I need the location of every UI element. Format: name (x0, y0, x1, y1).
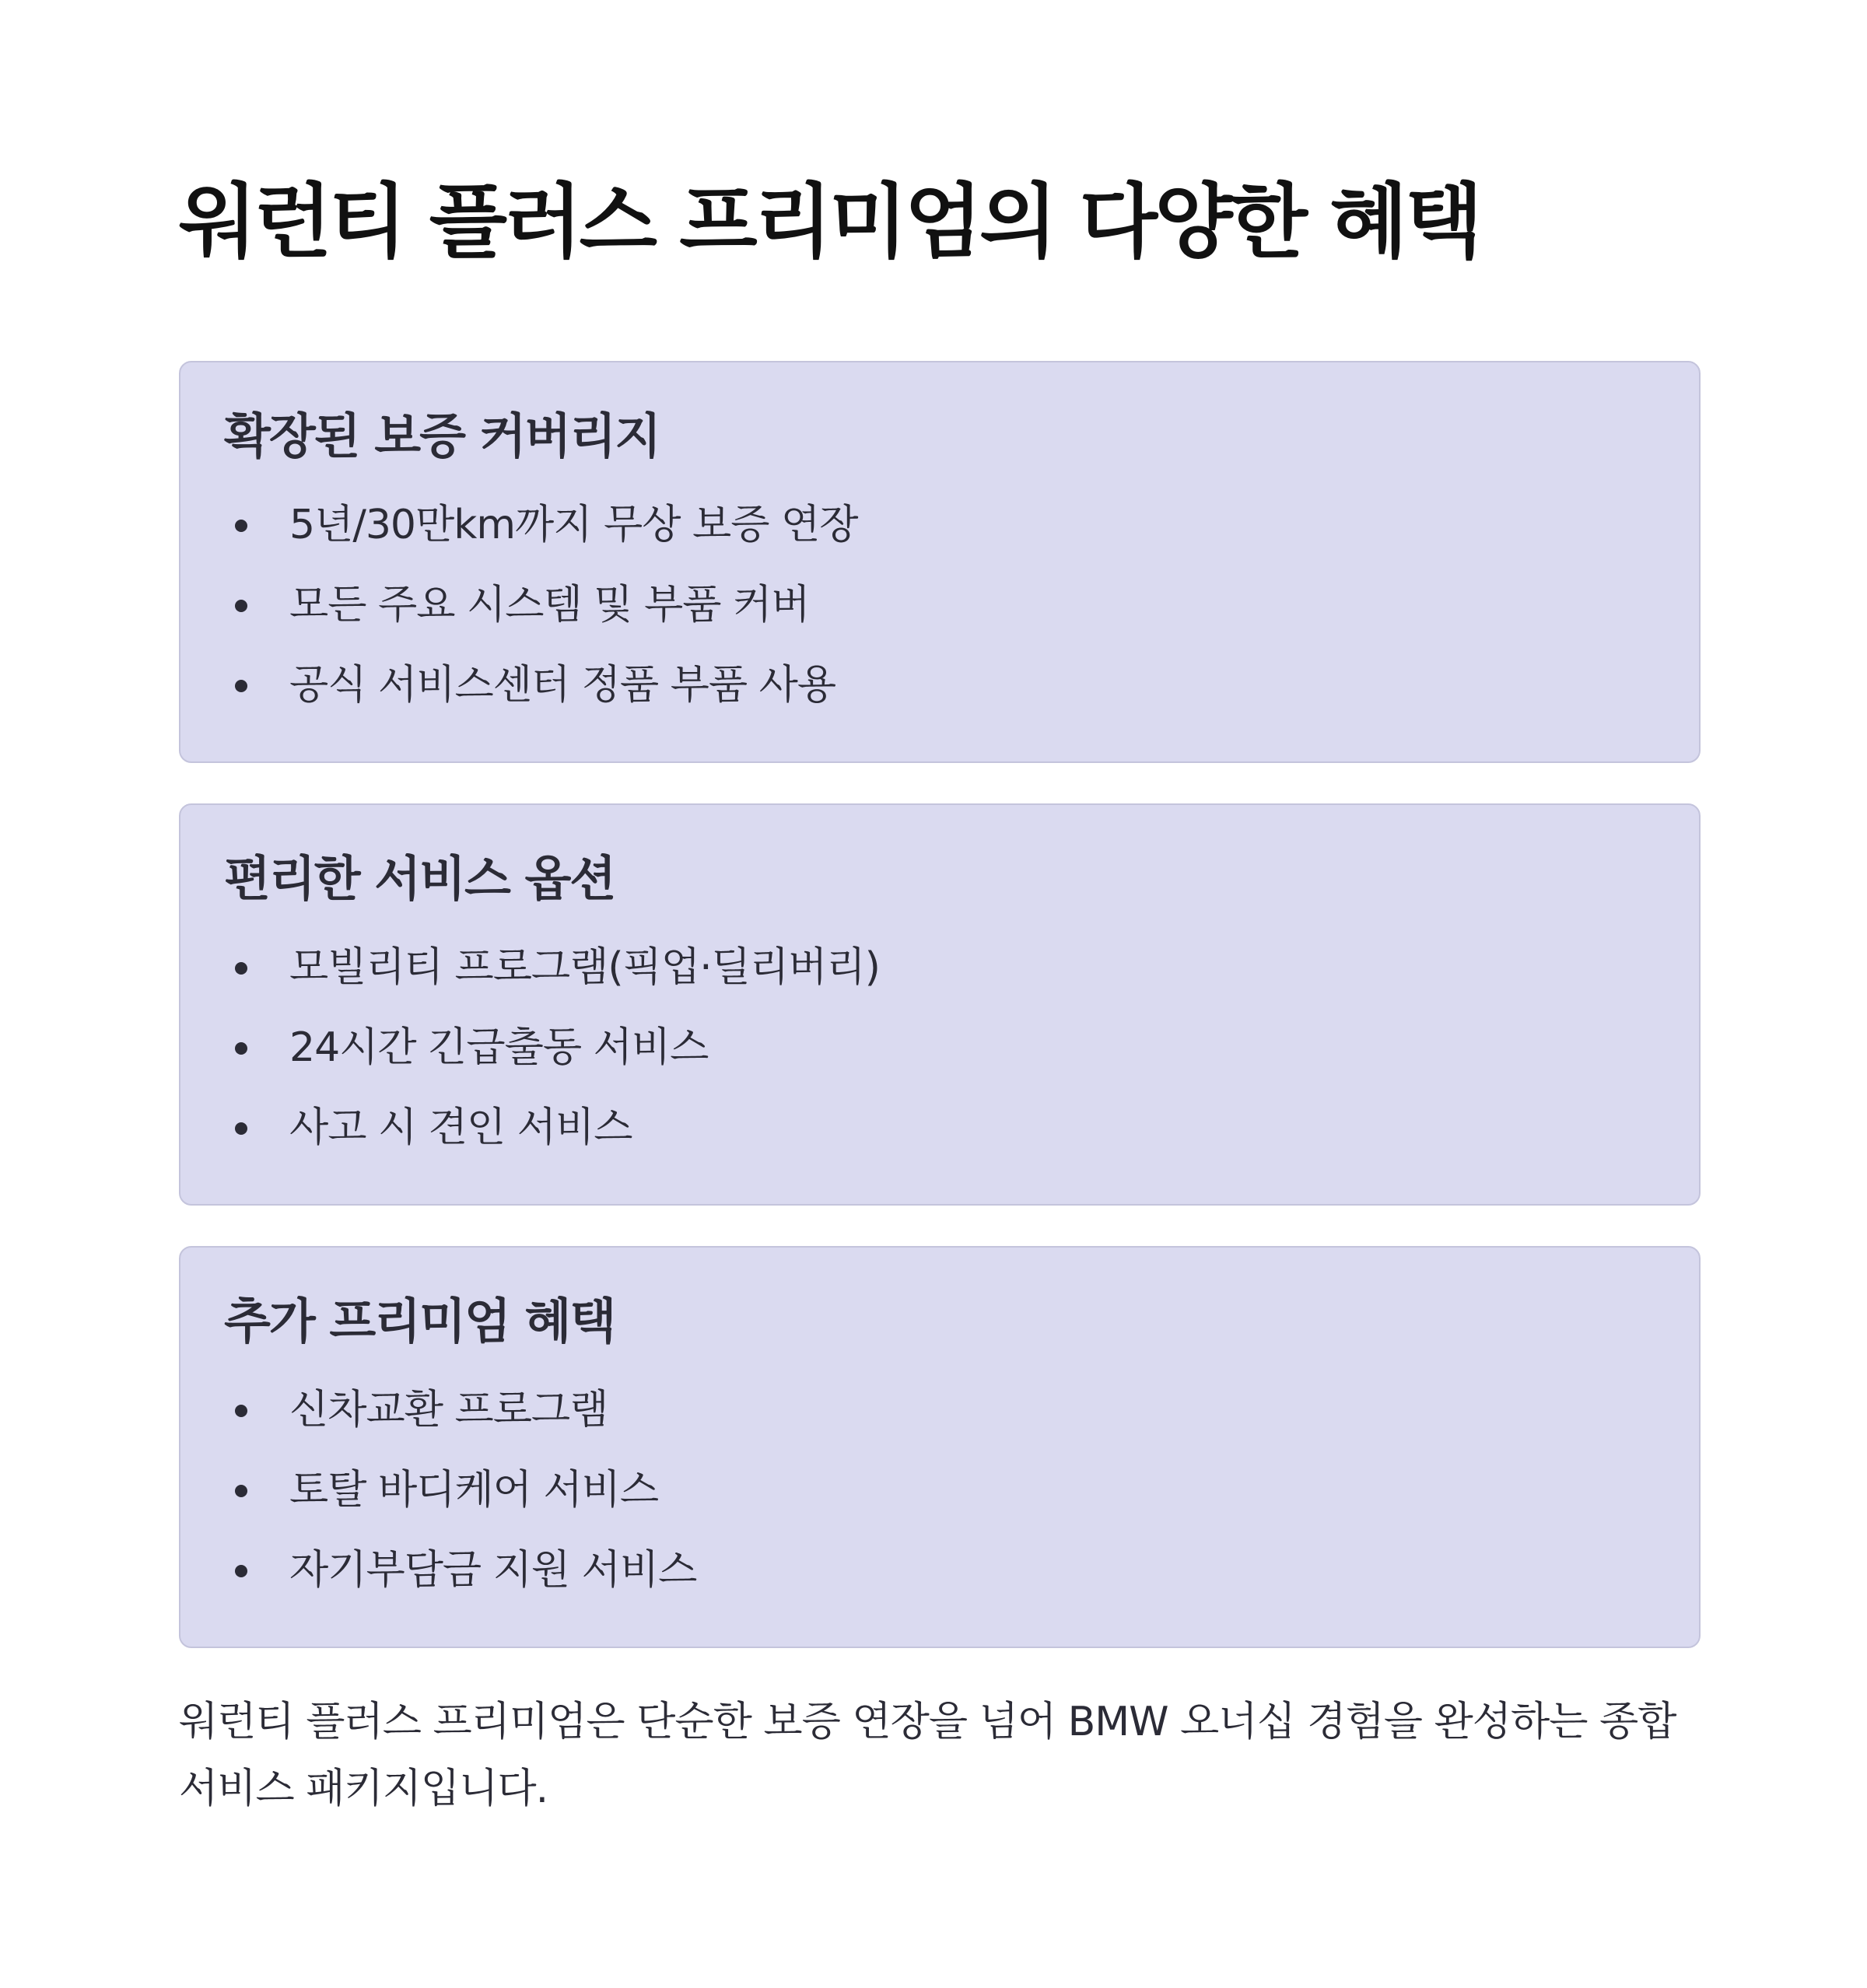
list-item (224, 1370, 1655, 1451)
card-title: 추가 프리미엄 혜택 (224, 1293, 615, 1349)
bullet-icon (235, 962, 247, 975)
list-item (224, 565, 1655, 646)
bullet-icon (235, 1485, 247, 1497)
bullet-icon (235, 1042, 247, 1055)
list-item (224, 485, 1655, 565)
list-item-text: 모든 주요 시스템 및 부품 커버 (289, 582, 810, 628)
bullet-icon (235, 600, 247, 612)
benefit-card-premium-extras (179, 1246, 1701, 1648)
page-title: 워런티 플러스 프리미엄의 다양한 혜택 (179, 174, 1480, 269)
list-item (224, 1088, 1655, 1168)
benefit-list (224, 1370, 1655, 1611)
bullet-icon (235, 1405, 247, 1417)
list-item-text: 토탈 바디케어 서비스 (289, 1467, 659, 1514)
benefit-card-service-options (179, 803, 1701, 1206)
list-item (224, 928, 1655, 1008)
list-item-text: 5년/30만km까지 무상 보증 연장 (289, 502, 858, 548)
list-item (224, 1008, 1655, 1088)
benefit-list (224, 485, 1655, 726)
list-item (224, 1451, 1655, 1531)
list-item-text: 24시간 긴급출동 서비스 (289, 1024, 709, 1071)
list-item (224, 1531, 1655, 1611)
bullet-icon (235, 680, 247, 692)
list-item-text: 공식 서비스센터 정품 부품 사용 (289, 662, 836, 709)
card-title: 편리한 서비스 옵션 (224, 850, 615, 907)
bullet-icon (235, 520, 247, 532)
bullet-icon (235, 1122, 247, 1135)
benefit-list (224, 928, 1655, 1168)
card-title: 확장된 보증 커버리지 (224, 408, 660, 464)
bullet-icon (235, 1565, 247, 1577)
list-item (224, 646, 1655, 726)
list-item-text: 모빌리티 프로그램(픽업·딜리버리) (289, 944, 880, 991)
list-item-text: 사고 시 견인 서비스 (289, 1104, 632, 1151)
summary-paragraph: 워런티 플러스 프리미엄은 단순한 보증 연장을 넘어 BMW 오너십 경험을 완성하는 종합 서비스 패키지입니다. (179, 1699, 1676, 1812)
list-item-text: 신차교환 프로그램 (289, 1387, 608, 1433)
benefit-card-warranty-coverage (179, 361, 1701, 763)
benefit-sections (179, 361, 1701, 1648)
list-item-text: 자기부담금 지원 서비스 (289, 1547, 697, 1594)
